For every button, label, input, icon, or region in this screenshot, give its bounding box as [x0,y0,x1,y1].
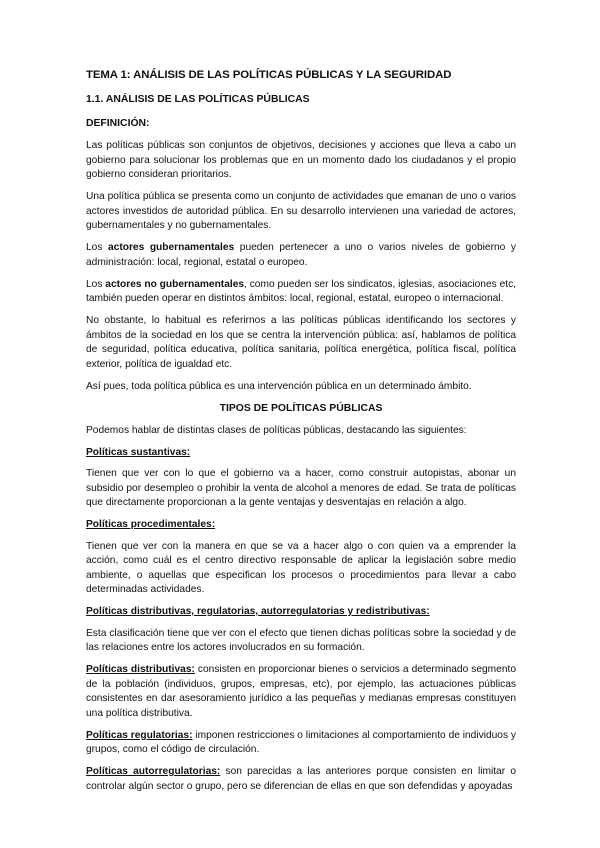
term-governmental-actors: actores gubernamentales [108,242,235,253]
term-regulatory: Políticas regulatorias: [86,729,193,741]
paragraph-conclusion: Así pues, toda política pública es una intervención pública en un determinado ámbito. [86,380,472,392]
paragraph-types-intro: Podemos hablar de distintas clases de políticas públicas, destacando las siguientes: [86,424,467,436]
term-self-regulatory: Políticas autorregulatorias: [86,766,221,777]
classification-heading: Políticas distributivas, regulatorias, autorregulatorias y redistributivas: [86,606,430,617]
section-heading: 1.1. ANÁLISIS DE LAS POLÍTICAS PÚBLICAS [86,94,310,105]
paragraph-regulatory [86,729,516,758]
term-non-governmental-actors: actores no gubernamentales [105,278,245,290]
paragraph-sectors: No obstante, lo habitual es referirnos a las políticas públicas identificando los sectores y ámbitos de la sociedad en los que se centra la intervención pública: así, hablamos de política de seguridad, política educativa, política sanitaria, política energética, política fiscal, política exterior, política de igualdad etc. [86,315,516,370]
paragraph-distributive [86,663,516,721]
paragraph-substantive: Tienen que ver con lo que el gobierno va a hacer, como construir autopistas, abonar un subsidio por desempleo o prohibir la venta de alcohol a menores de edad. Se trata de políticas que directamente proporcionan a la gente ventajas y desventajas en relación a algo. [86,468,516,508]
text: Los [86,242,109,253]
paragraph-procedural: Tienen que ver con la manera en que se va a hacer algo o con quien va a emprender la acción, como cuál es el centro directivo responsable de aplicar la legislación sobre medio ambiente, o aquellas que especifican los procesos o procedimientos para llevar a cabo determinadas actividades. [86,540,516,595]
procedural-heading: Políticas procedimentales: [86,519,216,530]
paragraph-governmental-actors [86,241,516,270]
paragraph-self-regulatory [86,765,516,794]
paragraph-definition: Las políticas públicas son conjuntos de objetivos, decisiones y acciones que lleva a cabo un gobierno para solucionar los problemas que en un momento dado los ciudadanos y el propio gobierno consideran prioritarios. [86,140,516,180]
paragraph-classification: Esta clasificación tiene que ver con el efecto que tienen dichas políticas sobre la sociedad y de las relaciones entre los actores involucrados en su formación. [86,627,516,653]
paragraph-actors: Una política pública se presenta como un conjunto de actividades que emanan de uno o varios actores investidos de autoridad pública. En su desarrollo intervienen una variedad de actores, gubernamentales y no gubernamentales. [86,191,516,231]
types-heading: TIPOS DE POLÍTICAS PÚBLICAS [219,402,383,414]
paragraph-non-governmental-actors [86,278,516,307]
text: , como pueden ser los sindicatos, iglesias, asociaciones etc, también pueden operar en distintos ámbitos: local, regional, estatal, europeo o internacional. [86,278,516,304]
text: consisten en proporcionar bienes o servicios a determinado segmento de la población (individuos, grupos, empresas, etc), por ejemplo, las actuaciones públicas consistentes en dar asesoramiento jurídico a las pequeñas y medianas empresas constituyen una política distributiva. [86,664,516,719]
text: son parecidas a las anteriores porque consisten en limitar o controlar algún sector o grupo, pero se diferencian de ellas en que son defendidas y apoyadas [86,766,516,792]
text: pueden pertenecer a uno o varios niveles de gobierno y administración: local, regional, estatal o europeo. [86,242,516,268]
document-title: TEMA 1: ANÁLISIS DE LAS POLÍTICAS PÚBLICAS Y LA SEGURIDAD [86,69,452,81]
substantive-heading: Políticas sustantivas: [86,446,191,458]
text: Los [86,278,106,290]
definition-heading: DEFINICIÓN: [86,118,150,129]
text: imponen restricciones o limitaciones al comportamiento de individuos y grupos, como el código de circulación. [86,729,517,755]
term-distributive: Políticas distributivas: [86,664,195,675]
